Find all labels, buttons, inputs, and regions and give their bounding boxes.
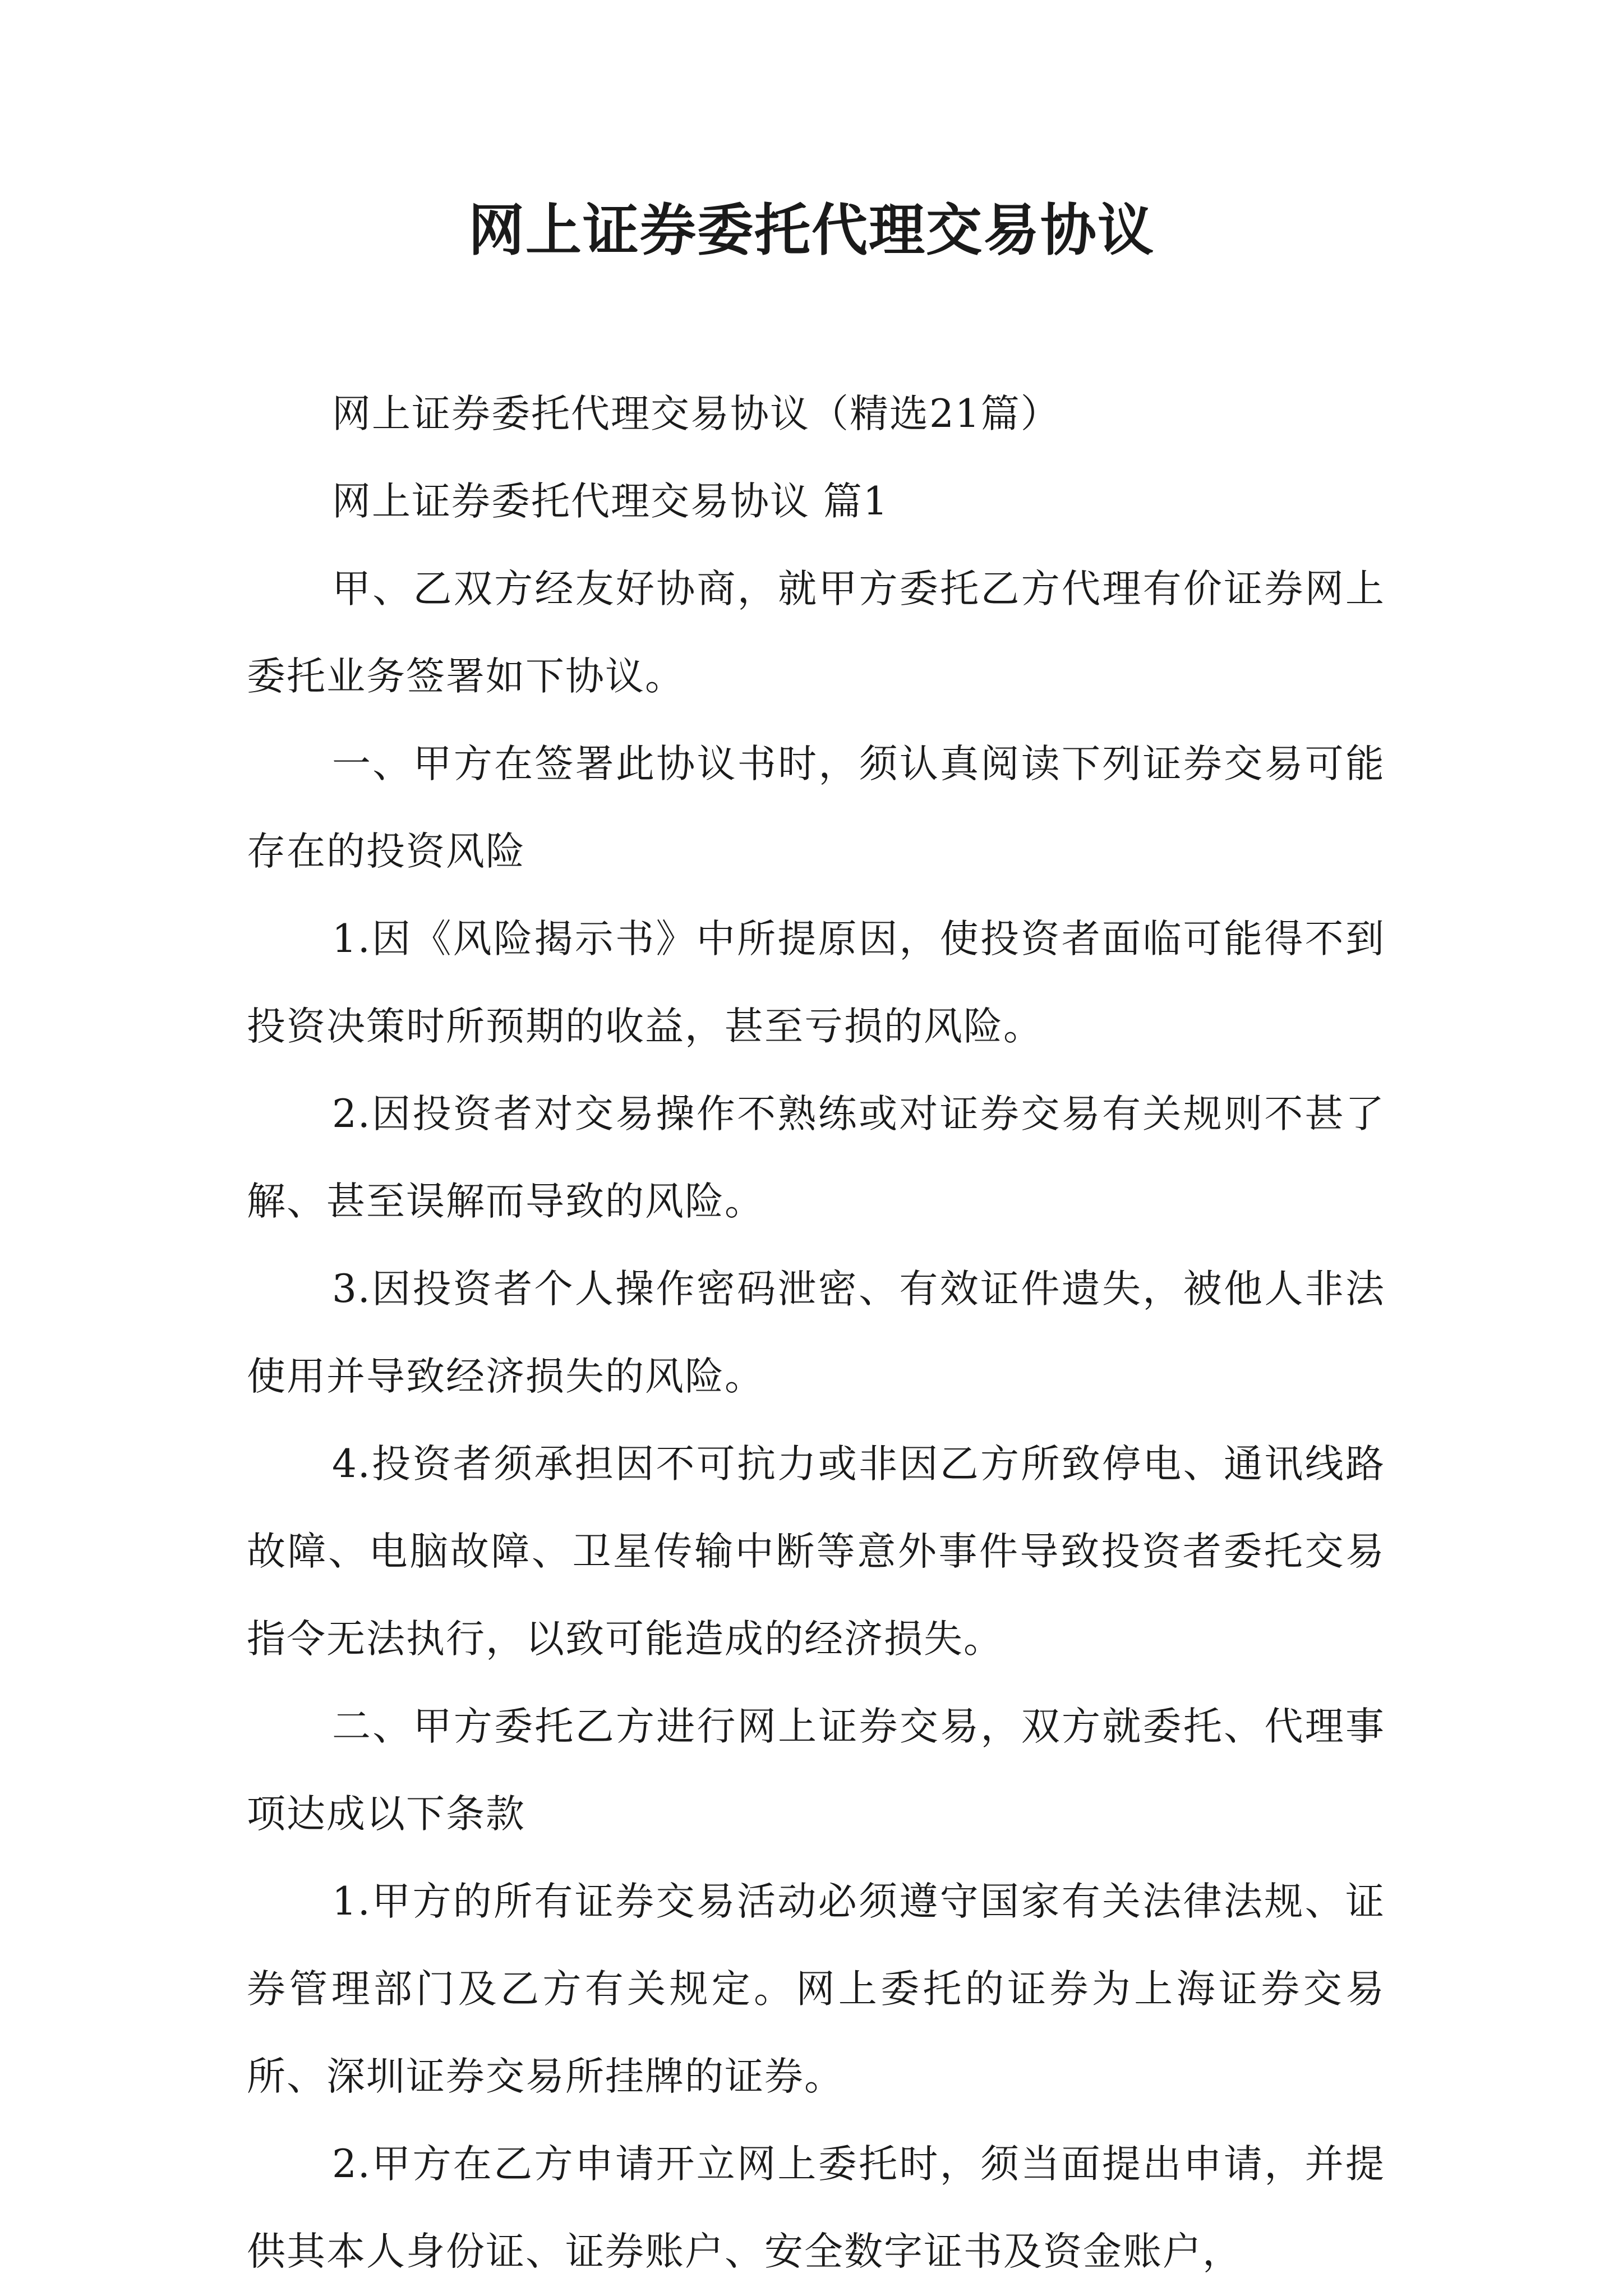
paragraph-term-1: 1.甲方的所有证券交易活动必须遵守国家有关法律法规、证券管理部门及乙方有关规定。网上委托的证券为上海证券交易所、深圳证券交易所挂牌的证券。 <box>247 1879 1385 2099</box>
paragraph-risk-2: 2.因投资者对交易操作不熟练或对证券交易有关规则不甚了解、甚至误解而导致的风险。 <box>247 1092 1385 1224</box>
paragraph-term-2: 2.甲方在乙方申请开立网上委托时，须当面提出申请，并提供其本人身份证、证券账户、安全数字证书及资金账户， <box>247 2142 1385 2274</box>
paragraph-risk-4: 4.投资者须承担因不可抗力或非因乙方所致停电、通讯线路故障、电脑故障、卫星传输中断等意外事件导致投资者委托交易指令无法执行，以致可能造成的经济损失。 <box>247 1442 1385 1662</box>
paragraph-subtitle: 网上证券委托代理交易协议（精选21篇） <box>332 392 1061 436</box>
document-body <box>247 370 1385 2295</box>
paragraph-clause-one-heading: 一、甲方在签署此协议书时，须认真阅读下列证券交易可能存在的投资风险 <box>247 742 1385 874</box>
paragraph-intro: 甲、乙双方经友好协商，就甲方委托乙方代理有价证券网上委托业务签署如下协议。 <box>247 567 1385 699</box>
document-title: 网上证券委托代理交易协议 <box>468 197 1155 263</box>
paragraph-clause-two-heading: 二、甲方委托乙方进行网上证券交易，双方就委托、代理事项达成以下条款 <box>247 1704 1385 1837</box>
paragraph-risk-1: 1.因《风险揭示书》中所提原因，使投资者面临可能得不到投资决策时所预期的收益，甚至亏损的风险。 <box>247 917 1385 1049</box>
paragraph-section-heading: 网上证券委托代理交易协议 篇1 <box>332 479 889 524</box>
paragraph-risk-3: 3.因投资者个人操作密码泄密、有效证件遗失，被他人非法使用并导致经济损失的风险。 <box>247 1267 1385 1399</box>
